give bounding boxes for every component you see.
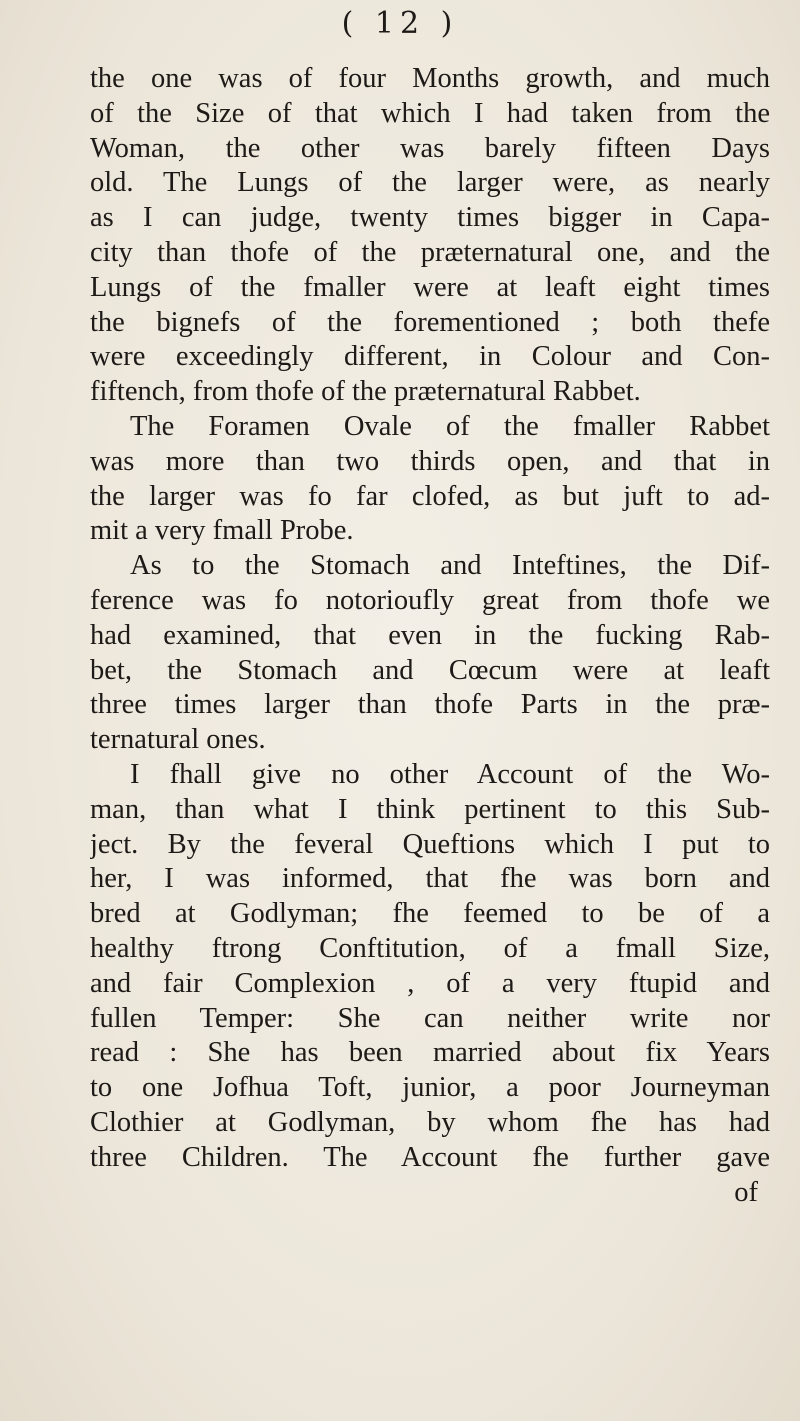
text-line: Woman, the other was barely fifteen Days [90, 132, 770, 164]
page-number-header: ( 12 ) [341, 6, 459, 41]
text-line: mit a very fmall Probe. [90, 515, 354, 547]
text-line: city than thofe of the prӕternatural one, and the [90, 236, 770, 268]
text-line: the bignefs of the forementioned ; both thefe [90, 306, 770, 338]
body-text [90, 62, 770, 1210]
text-line: Clothier at Godlyman, by whom fhe has had [90, 1106, 770, 1138]
text-line: bet, the Stomach and Cœcum were at leaft [90, 654, 770, 686]
text-line: fullen Temper: She can neither write nor [90, 1002, 770, 1034]
text-line: and fair Complexion , of a very ftupid and [90, 967, 770, 999]
text-line: As to the Stomach and Inteftines, the Dif- [130, 550, 770, 582]
text-line: read : She has been married about fix Years [90, 1037, 770, 1069]
text-line: The Foramen Ovale of the fmaller Rabbet [130, 410, 770, 442]
text-line: the larger was fo far clofed, as but juft to ad- [90, 480, 770, 512]
text-line: her, I was informed, that fhe was born and [90, 863, 770, 895]
text-line: were exceedingly different, in Colour and Con- [90, 341, 770, 373]
text-line: man, than what I think pertinent to this Sub- [90, 793, 770, 825]
text-line: healthy ftrong Conftitution, of a fmall Size, [90, 932, 770, 964]
text-line: had examined, that even in the fucking Rab- [90, 619, 770, 651]
text-line: as I can judge, twenty times bigger in Capa- [90, 202, 770, 234]
text-line: old. The Lungs of the larger were, as nearly [90, 167, 770, 199]
text-line: of the Size of that which I had taken from the [90, 97, 770, 129]
text-line: fiftench, from thofe of the prӕternatural Rabbet. [90, 376, 641, 408]
text-line: ject. By the feveral Queftions which I put to [90, 828, 770, 860]
text-line: bred at Godlyman; fhe feemed to be of a [90, 898, 770, 930]
text-line: ference was fo notorioufly great from thofe we [90, 584, 770, 616]
text-line: three times larger than thofe Parts in the prӕ- [90, 689, 770, 721]
catchword: of [734, 1176, 758, 1208]
text-line: was more than two thirds open, and that in [90, 445, 770, 477]
text-line: ternatural ones. [90, 724, 266, 756]
text-line: I fhall give no other Account of the Wo- [130, 758, 770, 790]
text-line: to one Jofhua Toft, junior, a poor Journeyman [90, 1072, 770, 1104]
text-line: the one was of four Months growth, and much [90, 63, 770, 94]
text-line: Lungs of the fmaller were at leaft eight times [90, 271, 770, 303]
text-line: three Children. The Account fhe further gave [90, 1141, 770, 1173]
